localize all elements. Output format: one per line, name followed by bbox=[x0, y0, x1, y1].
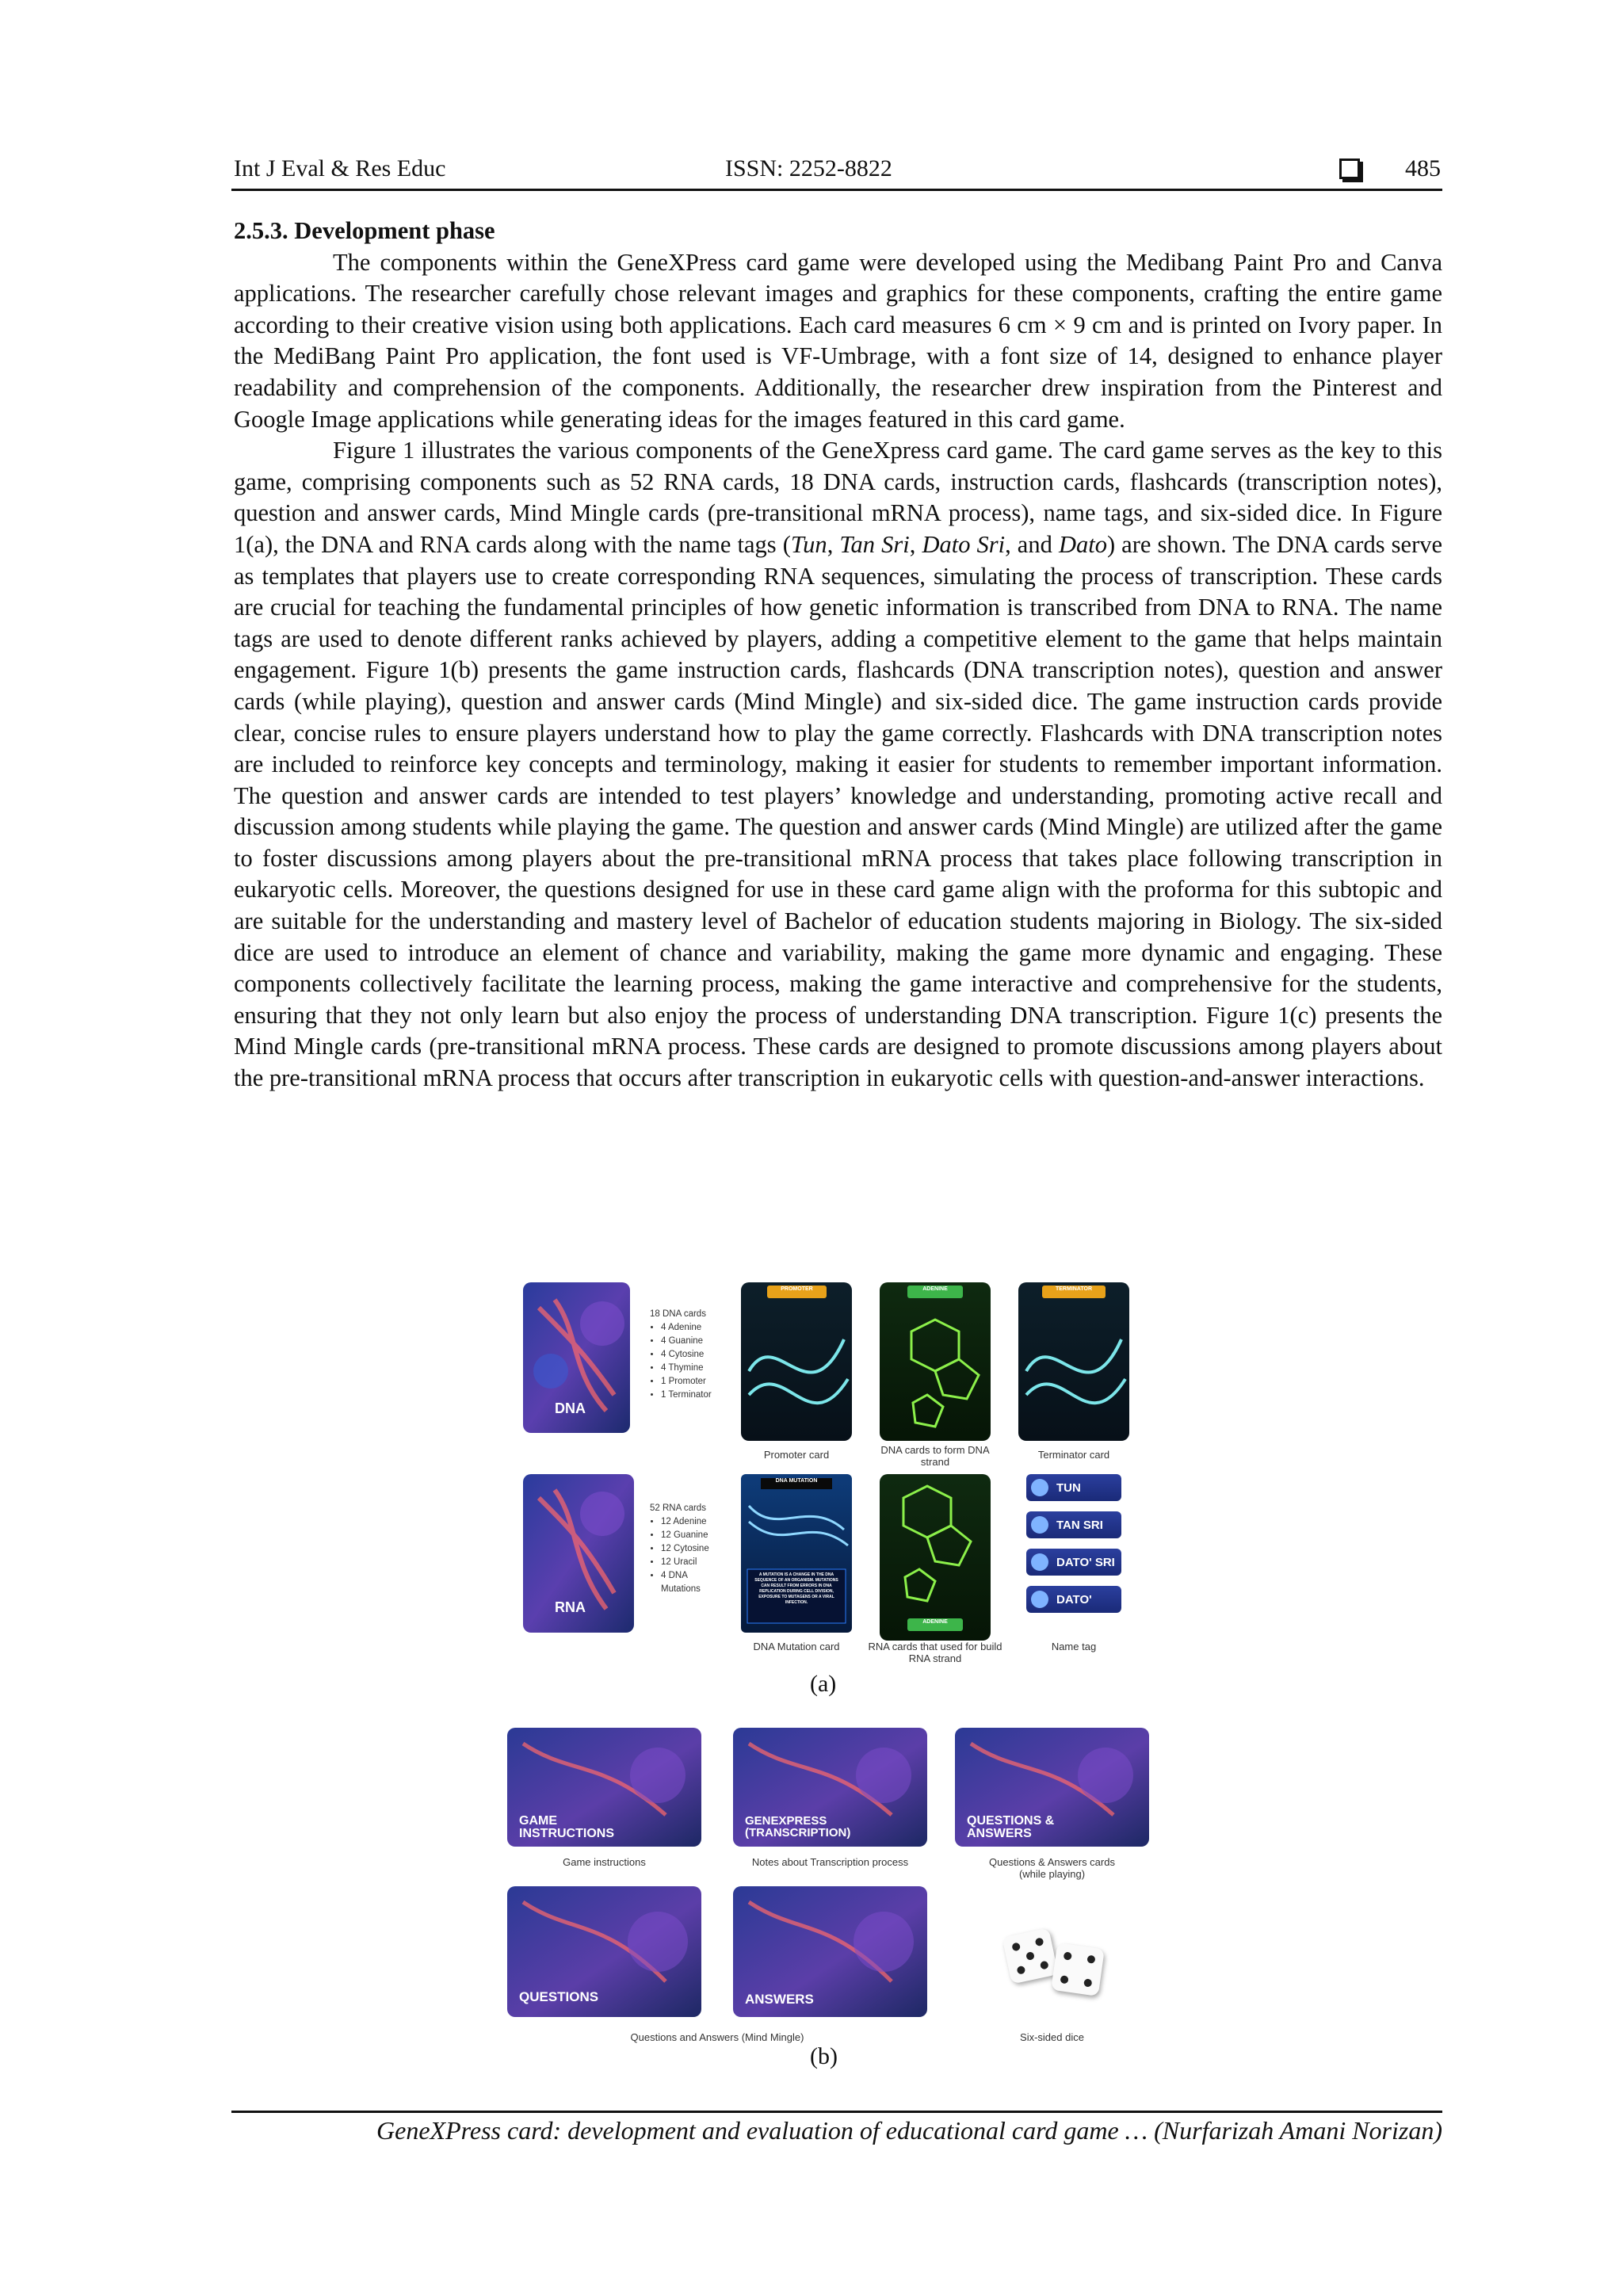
nametag-label: DATO' SRI bbox=[1056, 1555, 1115, 1569]
dna-card-label: DNA bbox=[555, 1400, 586, 1416]
rank-icon bbox=[1031, 1553, 1048, 1571]
tag-tun: Tun bbox=[790, 530, 827, 558]
card-label-qa: QUESTIONS & ANSWERS bbox=[967, 1814, 1055, 1840]
sep: , bbox=[909, 530, 922, 558]
mutation-text: A MUTATION IS A CHANGE IN THE DNA SEQUENCE OF AN ORGANISM. MUTATIONS CAN RESULT FROM ERRORS IN DNA REPLICATION DURING CELL DIVISION, EXPOSURE TO MUTAGENS OR A VIRAL INFECTION. bbox=[754, 1572, 838, 1605]
dna-card-list bbox=[650, 1308, 712, 1402]
sep: , bbox=[827, 530, 840, 558]
mutation-banner: DNA MUTATION bbox=[775, 1478, 818, 1484]
list-item: • 4 DNA Mutations bbox=[661, 1569, 729, 1596]
nametag-tun bbox=[1026, 1474, 1121, 1501]
section-heading: 2.5.3. Development phase bbox=[234, 217, 495, 244]
list-item: • 12 Adenine bbox=[661, 1515, 729, 1529]
adenine-banner-2: ADENINE bbox=[922, 1619, 948, 1625]
caption-transcription-notes: Notes about Transcription process bbox=[751, 1856, 909, 1868]
mutation-card-image bbox=[741, 1474, 852, 1633]
list-item: • 12 Cytosine bbox=[661, 1542, 729, 1556]
nametag-caption: Name tag bbox=[1051, 1641, 1097, 1652]
sep: , and bbox=[1005, 530, 1059, 558]
list-item: • 1 Promoter bbox=[661, 1375, 712, 1389]
rna-list-title: 52 RNA cards bbox=[650, 1503, 706, 1513]
rank-icon bbox=[1031, 1516, 1048, 1534]
tag-tan-sri: Tan Sri bbox=[839, 530, 910, 558]
card-label-questions: QUESTIONS bbox=[519, 1989, 599, 2004]
rna-adenine-card-image bbox=[880, 1474, 991, 1641]
list-item: • 4 Adenine bbox=[661, 1321, 712, 1335]
caption-dice: Six-sided dice bbox=[1020, 2031, 1084, 2043]
promoter-banner: PROMOTER bbox=[781, 1286, 813, 1292]
running-footer: GeneXPress card: development and evaluation of educational card game … (Nurfarizah Amani Norizan) bbox=[376, 2116, 1442, 2145]
journal-name: Int J Eval & Res Educ bbox=[234, 155, 446, 181]
caption-game-instructions: Game instructions bbox=[563, 1856, 646, 1868]
list-item: • 4 Cytosine bbox=[661, 1348, 712, 1362]
figure-1b-graphics bbox=[507, 1728, 1161, 2061]
tag-dato: Dato bbox=[1058, 530, 1107, 558]
rank-icon bbox=[1031, 1591, 1048, 1608]
card-label-game-instructions: GAME INSTRUCTIONS bbox=[519, 1814, 614, 1840]
paragraph-2-end: ) are shown. The DNA cards serve as templates that players use to create corresponding RNA sequences, simulating the process of transcription. These cards are crucial for teaching the fundamental principles of how genetic information is transcribed from DNA to RNA. The name tags are used to denote different ranks achieved by players, adding a competitive element to the game that helps maintain engagement. Figure 1(b) presents the game instruction cards, flashcards (DNA transcription notes), question and answer cards (while playing), question and answer cards (Mind Mingle) and six-sided dice. The game instruction cards provide clear, concise rules to ensure players understand how to play the game correctly. Flashcards with DNA transcription notes are included to reinforce key concepts and terminology, making it easier for students to remember important information. The question and answer cards are intended to test players’ knowledge and understanding, promoting active recall and discussion among students while playing the game. The question and answer cards (Mind Mingle) are utilized after the game to foster discussions among players about the pre-transitional mRNA process that takes place following transcription in eukaryotic cells. Moreover, the questions designed for use in these card game align with the proforma for this subtopic and are suitable for the understanding and mastery level of Bachelor of education students majoring in Biology. The six-sided dice are used to introduce an element of chance and variability, making the game more dynamic and engaging. These components collectively facilitate the learning process, making the game interactive and comprehensive for the students, ensuring that they not only learn but also enjoy the process of understanding DNA transcription. Figure 1(c) presents the Mind Mingle cards (pre-transitional mRNA process. These cards are designed to promote discussions among players about the pre-transitional mRNA process that occurs after transcription in eukaryotic cells with question-and-answer interactions. bbox=[234, 530, 1443, 1092]
promoter-caption: Promoter card bbox=[763, 1449, 830, 1461]
development-phase-section bbox=[234, 216, 1442, 1095]
dice-icon bbox=[1051, 1943, 1105, 1996]
list-item: • 12 Uracil bbox=[661, 1556, 729, 1569]
list-item: • 4 Guanine bbox=[661, 1335, 712, 1348]
issn: ISSN: 2252-8822 bbox=[725, 155, 892, 181]
dice-icon bbox=[1002, 1927, 1058, 1984]
dna-form-caption: DNA cards to form DNA strand bbox=[880, 1444, 990, 1468]
figure-1a-label: (a) bbox=[810, 1671, 837, 1697]
nametag-label: TUN bbox=[1056, 1480, 1081, 1495]
dna-list-title: 18 DNA cards bbox=[650, 1309, 706, 1319]
footer-rule bbox=[231, 2111, 1442, 2113]
list-item: • 4 Thymine bbox=[661, 1362, 712, 1375]
tag-dato-sri: Dato Sri bbox=[922, 530, 1006, 558]
header-rule bbox=[231, 189, 1442, 191]
adenine-banner: ADENINE bbox=[922, 1286, 948, 1292]
terminator-banner: TERMINATOR bbox=[1055, 1286, 1093, 1292]
terminator-card-image bbox=[1018, 1282, 1129, 1441]
nametag-label: DATO' bbox=[1056, 1592, 1092, 1606]
paragraph-2-start: Figure 1 illustrates the various components of the GeneXpress card game. The card game serves as the key to this game, comprising components such as 52 RNA cards, 18 DNA cards, instruction cards, flashcards (transcription notes), question and answer cards, Mind Mingle cards (pre-transitional mRNA process), name tags, and six-sided dice. In Figure 1(a), the DNA and RNA cards along with the name tags ( bbox=[234, 437, 1442, 558]
nametag-dato bbox=[1026, 1586, 1121, 1613]
mutation-caption: DNA Mutation card bbox=[753, 1641, 840, 1652]
rna-card-list bbox=[650, 1502, 729, 1596]
figure-1a bbox=[523, 1276, 1149, 1696]
rna-card-label: RNA bbox=[555, 1599, 586, 1615]
rna-caption: RNA cards that used for build RNA strand bbox=[868, 1641, 1002, 1664]
card-label-genexpress: GENEXPRESS (TRANSCRIPTION) bbox=[745, 1814, 851, 1839]
nametag-label: TAN SRI bbox=[1056, 1518, 1103, 1532]
running-header bbox=[234, 155, 1441, 189]
figure-1b-label: (b) bbox=[810, 2043, 838, 2069]
nametag-dato-sri bbox=[1026, 1549, 1121, 1576]
nametag-tan-sri bbox=[1026, 1511, 1121, 1538]
card-label-answers: ANSWERS bbox=[745, 1992, 814, 2007]
page-number: 485 bbox=[1405, 155, 1441, 181]
figure-1b bbox=[507, 1728, 1161, 2061]
caption-mind-mingle: Questions and Answers (Mind Mingle) bbox=[630, 2031, 804, 2043]
square-icon bbox=[1339, 159, 1360, 179]
terminator-caption: Terminator card bbox=[1037, 1449, 1110, 1461]
adenine-card-image bbox=[880, 1282, 991, 1441]
list-item: • 12 Guanine bbox=[661, 1529, 729, 1542]
rank-icon bbox=[1031, 1479, 1048, 1496]
paragraph-2 bbox=[234, 435, 1442, 1094]
promoter-card-image bbox=[741, 1282, 852, 1441]
caption-qa-while-playing: Questions & Answers cards (while playing) bbox=[989, 1856, 1115, 1880]
paragraph-1: The components within the GeneXPress card game were developed using the Medibang Paint Pro and Canva applications. The researcher carefully chose relevant images and graphics for these components, crafting the entire game according to their creative vision using both applications. Each card measures 6 cm × 9 cm and is printed on Ivory paper. In the MediBang Paint Pro application, the font used is VF-Umbrage, with a font size of 14, designed to enhance player readability and comprehension of the components. Additionally, the researcher drew inspiration from the Pinterest and Google Image applications while generating ideas for the images featured in this card game. bbox=[234, 248, 1442, 433]
list-item: • 1 Terminator bbox=[661, 1389, 712, 1402]
